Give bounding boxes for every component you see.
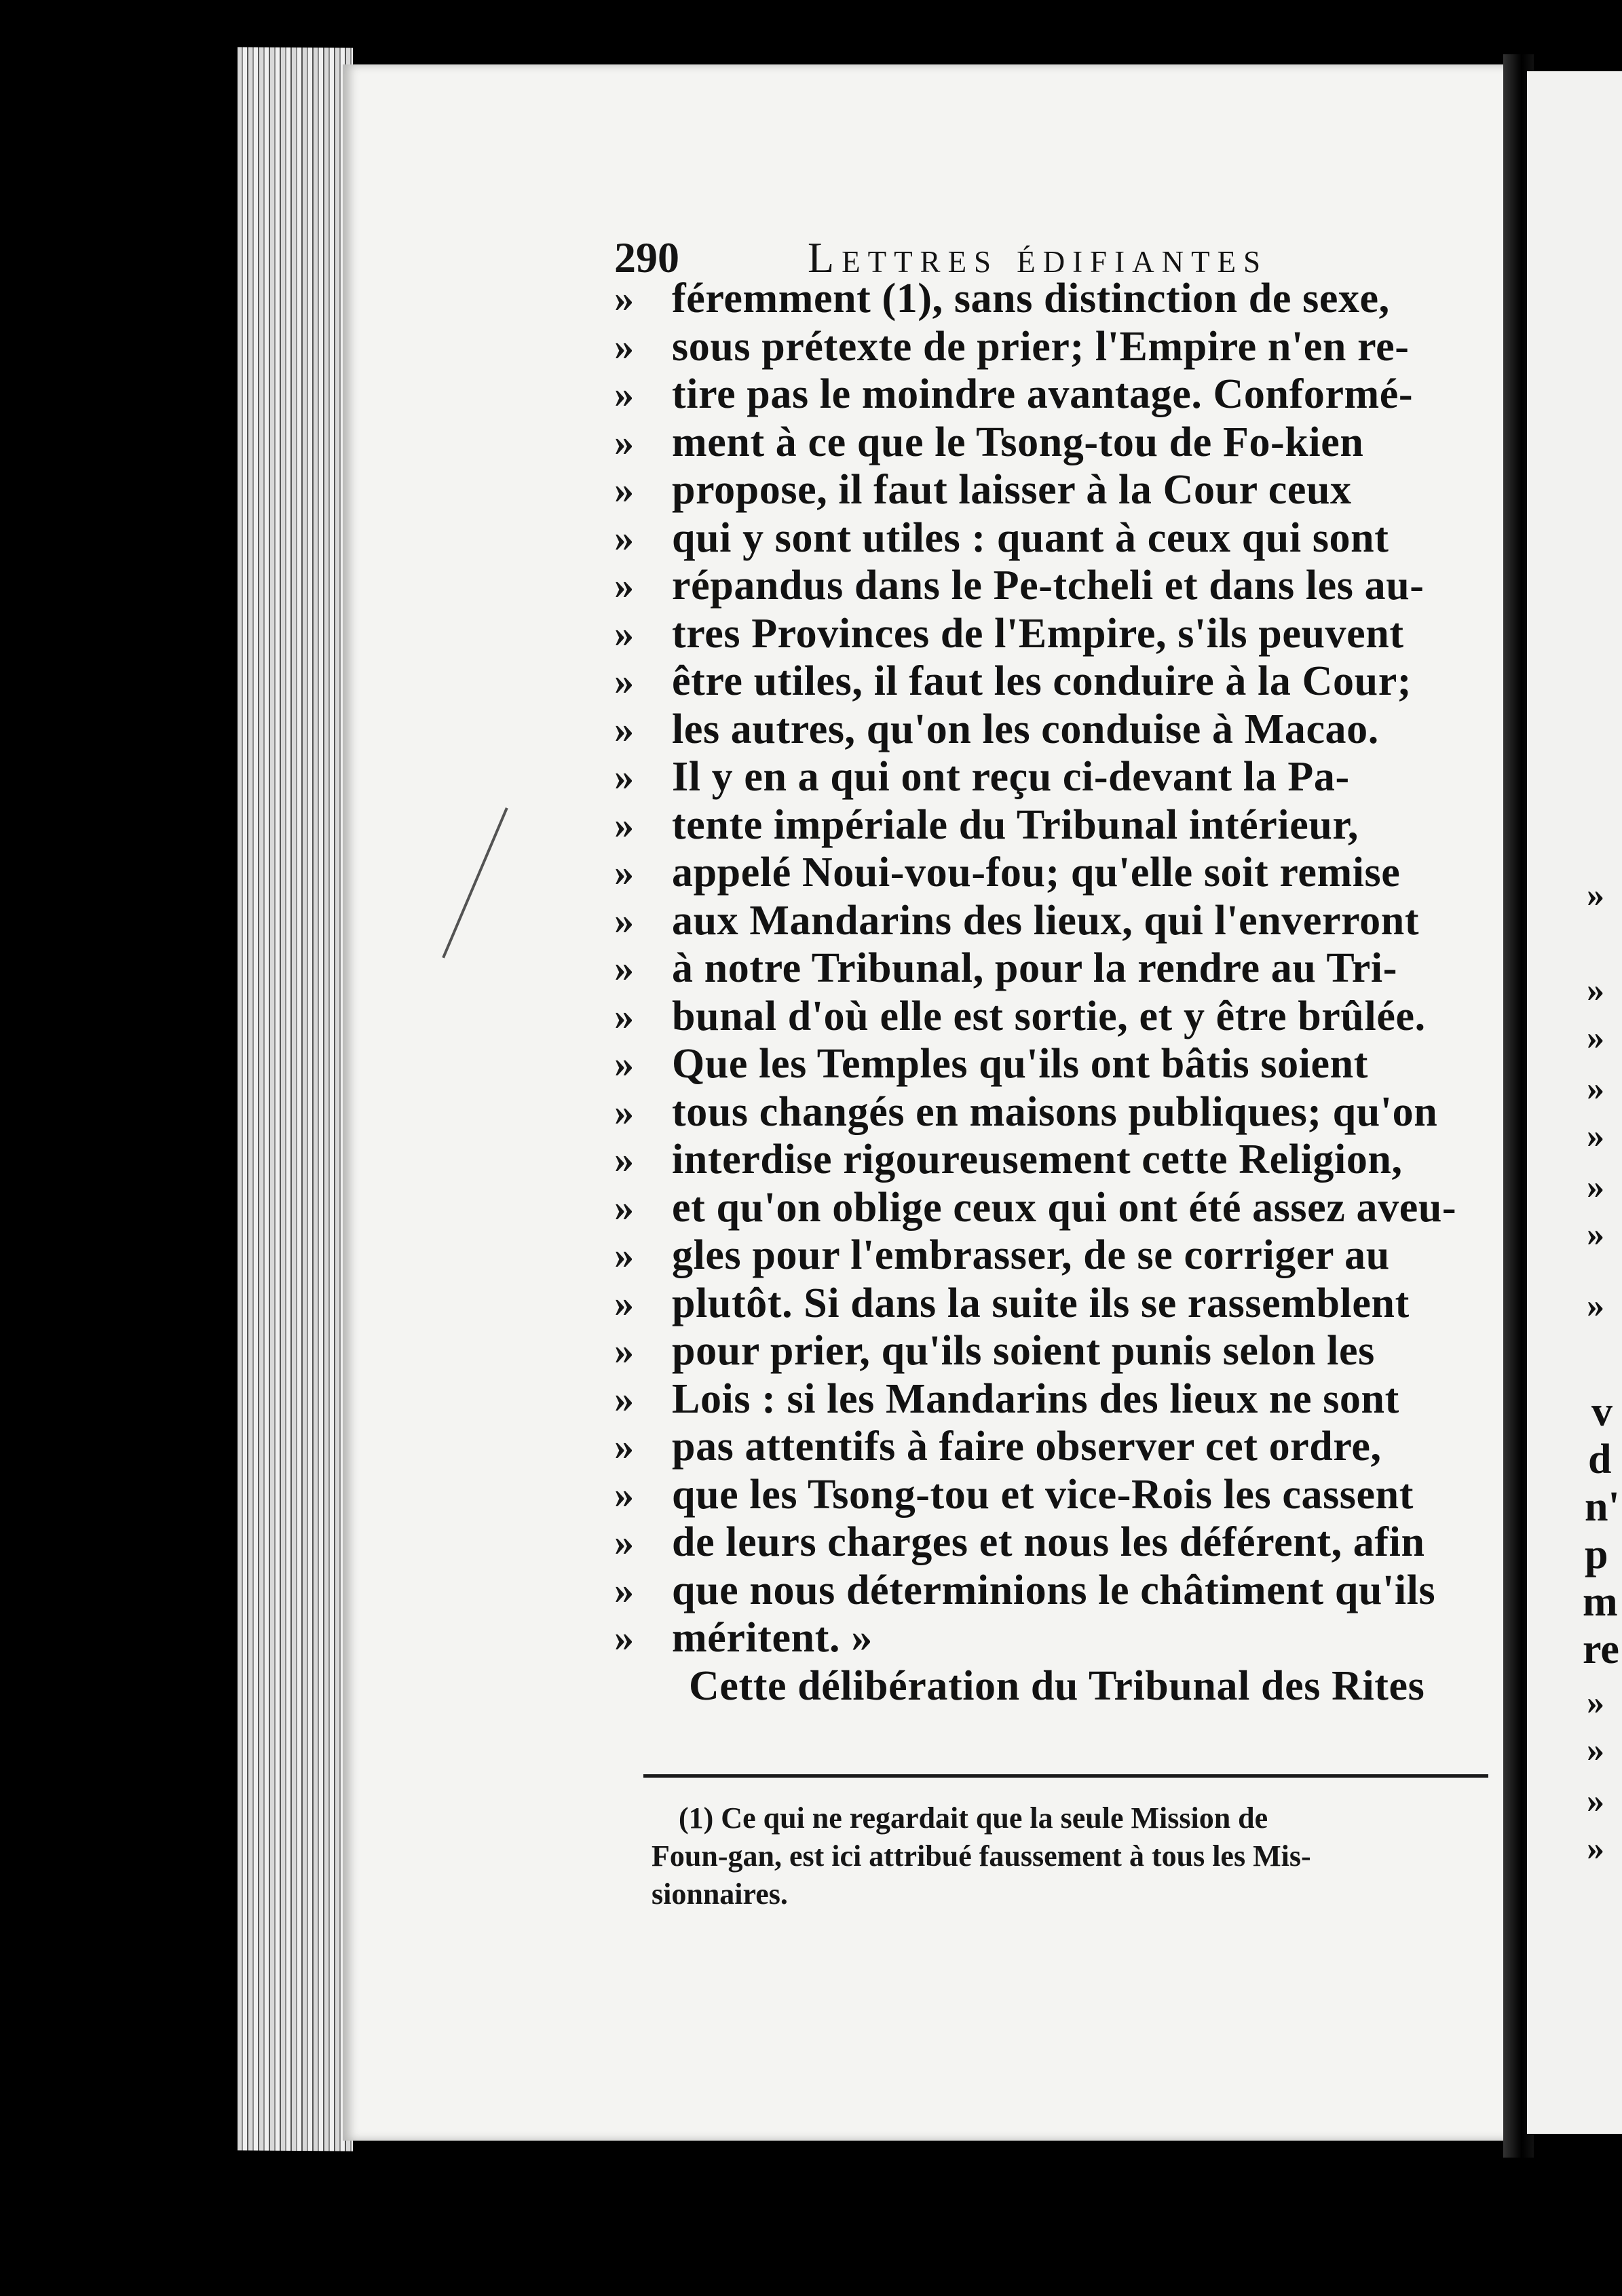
quote-mark: »: [614, 1472, 634, 1516]
footnote: [652, 1799, 1493, 1913]
text-line: [614, 1231, 1496, 1280]
facing-text-fragment: p: [1585, 1531, 1608, 1577]
footnote-line: Foun-gan, est ici attribué faussement à tous les Mis-: [652, 1839, 1311, 1873]
facing-quote-mark: »: [1587, 1782, 1604, 1820]
text-line: [614, 1327, 1496, 1375]
text-line: [614, 1518, 1496, 1567]
text-line: [614, 562, 1496, 610]
line-text: méritent. »: [672, 1615, 873, 1661]
text-line: [614, 801, 1496, 849]
text-line: [614, 419, 1496, 467]
text-line: [614, 753, 1496, 801]
quote-mark: »: [614, 1328, 634, 1373]
text-line: [614, 1040, 1496, 1088]
text-line: [614, 370, 1496, 419]
line-text: gles pour l'embrasser, de se corriger au: [672, 1232, 1390, 1278]
quote-mark: »: [614, 372, 634, 416]
line-text: de leurs charges et nous les déférent, afin: [672, 1519, 1425, 1565]
line-text: Cette délibération du Tribunal des Rites: [689, 1662, 1425, 1709]
quote-mark: »: [614, 276, 634, 320]
text-line: [614, 466, 1496, 514]
text-line: [614, 944, 1496, 993]
line-text: ment à ce que le Tsong-tou de Fo-kien: [672, 419, 1364, 465]
line-text: tente impériale du Tribunal intérieur,: [672, 801, 1359, 848]
text-line: [614, 1471, 1496, 1519]
footnote-line: (1) Ce qui ne regardait que la seule Mission de: [679, 1801, 1268, 1835]
quote-mark: »: [614, 706, 634, 751]
text-line: [614, 993, 1496, 1041]
text-line: [614, 849, 1496, 897]
text-line: [614, 1280, 1496, 1328]
line-text: féremment (1), sans distinction de sexe,: [672, 275, 1390, 322]
footnote-line: sionnaires.: [652, 1877, 788, 1911]
quote-mark: »: [614, 1280, 634, 1325]
page-edges: [238, 47, 353, 2151]
text-line: [614, 1662, 1496, 1710]
facing-quote-mark: »: [1587, 1215, 1604, 1254]
quote-mark: »: [614, 946, 634, 990]
text-line: [614, 1614, 1496, 1662]
quote-mark: »: [614, 659, 634, 703]
facing-quote-mark: »: [1587, 1829, 1604, 1868]
line-text: à notre Tribunal, pour la rendre au Tri-: [672, 945, 1397, 991]
quote-mark: »: [614, 515, 634, 560]
line-text: Il y en a qui ont reçu ci-devant la Pa-: [672, 754, 1350, 800]
facing-quote-mark: »: [1587, 1286, 1604, 1325]
quote-mark: »: [614, 802, 634, 847]
line-text: tous changés en maisons publiques; qu'on: [672, 1088, 1438, 1135]
quote-mark: »: [614, 1520, 634, 1564]
line-text: qui y sont utiles : quant à ceux qui sont: [672, 514, 1389, 561]
text-line: [614, 1088, 1496, 1136]
facing-text-fragment: n': [1585, 1484, 1620, 1530]
quote-mark: »: [614, 754, 634, 799]
line-text: Que les Temples qu'ils ont bâtis soient: [672, 1041, 1368, 1087]
quote-mark: »: [614, 850, 634, 894]
text-line: [614, 323, 1496, 371]
text-line: [614, 897, 1496, 945]
text-line: [614, 706, 1496, 754]
text-line: [614, 275, 1496, 323]
quote-mark: »: [614, 611, 634, 655]
line-text: que nous déterminions le châtiment qu'ils: [672, 1567, 1436, 1613]
quote-mark: »: [614, 993, 634, 1038]
text-line: [614, 657, 1496, 706]
quote-mark: »: [614, 1615, 634, 1660]
facing-text-fragment: d: [1588, 1436, 1612, 1482]
quote-mark: »: [614, 324, 634, 368]
line-text: Lois : si les Mandarins des lieux ne sont: [672, 1375, 1399, 1422]
line-text: les autres, qu'on les conduise à Macao.: [672, 706, 1379, 752]
footnote-rule: [643, 1774, 1488, 1778]
page-number: 290: [614, 233, 679, 282]
line-text: appelé Noui-vou-fou; qu'elle soit remise: [672, 849, 1401, 896]
quote-mark: »: [614, 1089, 634, 1134]
line-text: répandus dans le Pe-tcheli et dans les au-: [672, 562, 1425, 609]
facing-quote-mark: »: [1587, 1117, 1604, 1155]
quote-mark: »: [614, 1137, 634, 1181]
text-line: [614, 1375, 1496, 1423]
facing-quote-mark: »: [1587, 876, 1604, 915]
quote-mark: »: [614, 563, 634, 607]
facing-quote-mark: »: [1587, 1683, 1604, 1722]
facing-quote-mark: »: [1587, 1018, 1604, 1057]
facing-quote-mark: »: [1587, 971, 1604, 1010]
text-line: [614, 1567, 1496, 1615]
line-text: interdise rigoureusement cette Religion,: [672, 1136, 1403, 1183]
line-text: être utiles, il faut les conduire à la Cour;: [672, 658, 1412, 704]
quote-mark: »: [614, 1567, 634, 1612]
text-line: [614, 514, 1496, 562]
line-text: pas attentifs à faire observer cet ordre,: [672, 1423, 1382, 1470]
quote-mark: »: [614, 467, 634, 512]
facing-quote-mark: »: [1587, 1168, 1604, 1206]
quote-mark: »: [614, 898, 634, 942]
text-line: [614, 1136, 1496, 1184]
line-text: aux Mandarins des lieux, qui l'enverront: [672, 897, 1420, 944]
facing-quote-mark: »: [1587, 1731, 1604, 1769]
facing-text-fragment: v: [1591, 1389, 1612, 1435]
quote-mark: »: [614, 1376, 634, 1421]
line-text: tres Provinces de l'Empire, s'ils peuvent: [672, 610, 1404, 657]
facing-text-fragment: m: [1583, 1579, 1618, 1625]
line-text: que les Tsong-tou et vice-Rois les cassent: [672, 1471, 1414, 1518]
body-text: [614, 275, 1496, 1710]
line-text: bunal d'où elle est sortie, et y être brûlée.: [672, 993, 1426, 1039]
text-line: [614, 1184, 1496, 1232]
running-title: Lettres édifiantes: [808, 233, 1268, 282]
facing-text-fragment: re: [1583, 1626, 1619, 1672]
facing-quote-mark: »: [1587, 1069, 1604, 1108]
text-line: [614, 610, 1496, 658]
quote-mark: »: [614, 1185, 634, 1229]
line-text: sous prétexte de prier; l'Empire n'en re-: [672, 323, 1410, 370]
line-text: tire pas le moindre avantage. Conformé-: [672, 371, 1414, 417]
quote-mark: »: [614, 1041, 634, 1086]
quote-mark: »: [614, 419, 634, 464]
line-text: pour prier, qu'ils soient punis selon les: [672, 1328, 1375, 1374]
quote-mark: »: [614, 1424, 634, 1468]
right-page: [1527, 71, 1622, 2134]
quote-mark: »: [614, 1233, 634, 1277]
line-text: et qu'on oblige ceux qui ont été assez aveu-: [672, 1184, 1457, 1231]
line-text: plutôt. Si dans la suite ils se rassemblent: [672, 1280, 1410, 1326]
text-line: [614, 1423, 1496, 1471]
line-text: propose, il faut laisser à la Cour ceux: [672, 467, 1352, 513]
